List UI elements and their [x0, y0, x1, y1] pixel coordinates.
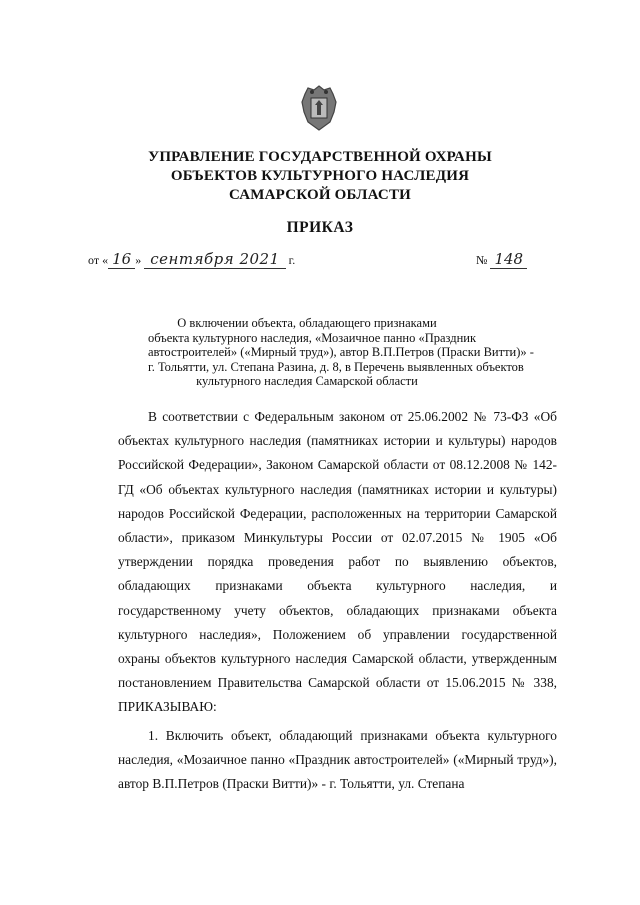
agency-line-3: САМАРСКОЙ ОБЛАСТИ	[228, 187, 412, 203]
handwritten-month-year: сентября 2021	[144, 250, 285, 269]
subject-line: культурного наследия Самарской области	[196, 374, 418, 389]
handwritten-day: 16	[108, 250, 135, 269]
subject-line: автостроителей» («Мирный труд»), автор В.П.Петров (Праски Витти)» -	[148, 345, 534, 360]
subject-line: объекта культурного наследия, «Мозаичное панно «Праздник	[148, 330, 477, 345]
handwritten-number: 148	[490, 250, 527, 269]
body-paragraph-preamble: В соответствии с Федеральным законом от 25.06.2002 № 73-ФЗ «Об объектах культурного наследия (памятниках истории и культуры) народов Российской Федерации», Законом Самарской области от 08.12.2008 № 142-ГД «Об объектах культурного наследия (памятниках истории и культуры) народов Российской Федерации, расположенных на территории Самарской области», приказом Минкультуры России от 02.07.2015 № 1905 «Об утверждении порядка проведения работ по выявлению объектов, обладающих признаками объекта культурного наследия, и государственному учету объектов, обладающих признаками объекта культурного наследия», Положением об управлении государственной охраны объектов культурного наследия Самарской области, утвержденным постановлением Правительства Самарской области от 15.06.2015 № 338, ПРИКАЗЫВАЮ:	[118, 409, 557, 715]
date-suffix: г.	[288, 253, 296, 267]
agency-line-1: УПРАВЛЕНИЕ ГОСУДАРСТВЕННОЙ ОХРАНЫ	[148, 149, 492, 165]
date-prefix: от «	[88, 253, 109, 267]
body-paragraph-item-1: 1. Включить объект, обладающий признаками объекта культурного наследия, «Мозаичное панно «Праздник автостроителей» («Мирный труд»), автор В.П.Петров (Праски Витти)» - г. Тольятти, ул. Степана	[118, 727, 557, 792]
order-number	[476, 250, 527, 269]
date-quote-close: »	[135, 253, 142, 267]
coat-of-arms-icon	[300, 84, 338, 132]
subject-line: г. Тольятти, ул. Степана Разина, д. 8, в Перечень выявленных объектов	[148, 359, 524, 374]
agency-line-2: ОБЪЕКТОВ КУЛЬТУРНОГО НАСЛЕДИЯ	[170, 168, 470, 184]
order-date	[88, 250, 295, 269]
order-body	[118, 405, 557, 800]
subject-line: О включении объекта, обладающего признаками	[177, 316, 437, 330]
order-subject	[148, 316, 534, 389]
document-type: ПРИКАЗ	[286, 219, 354, 236]
agency-header	[0, 148, 640, 205]
number-prefix: №	[476, 253, 488, 267]
